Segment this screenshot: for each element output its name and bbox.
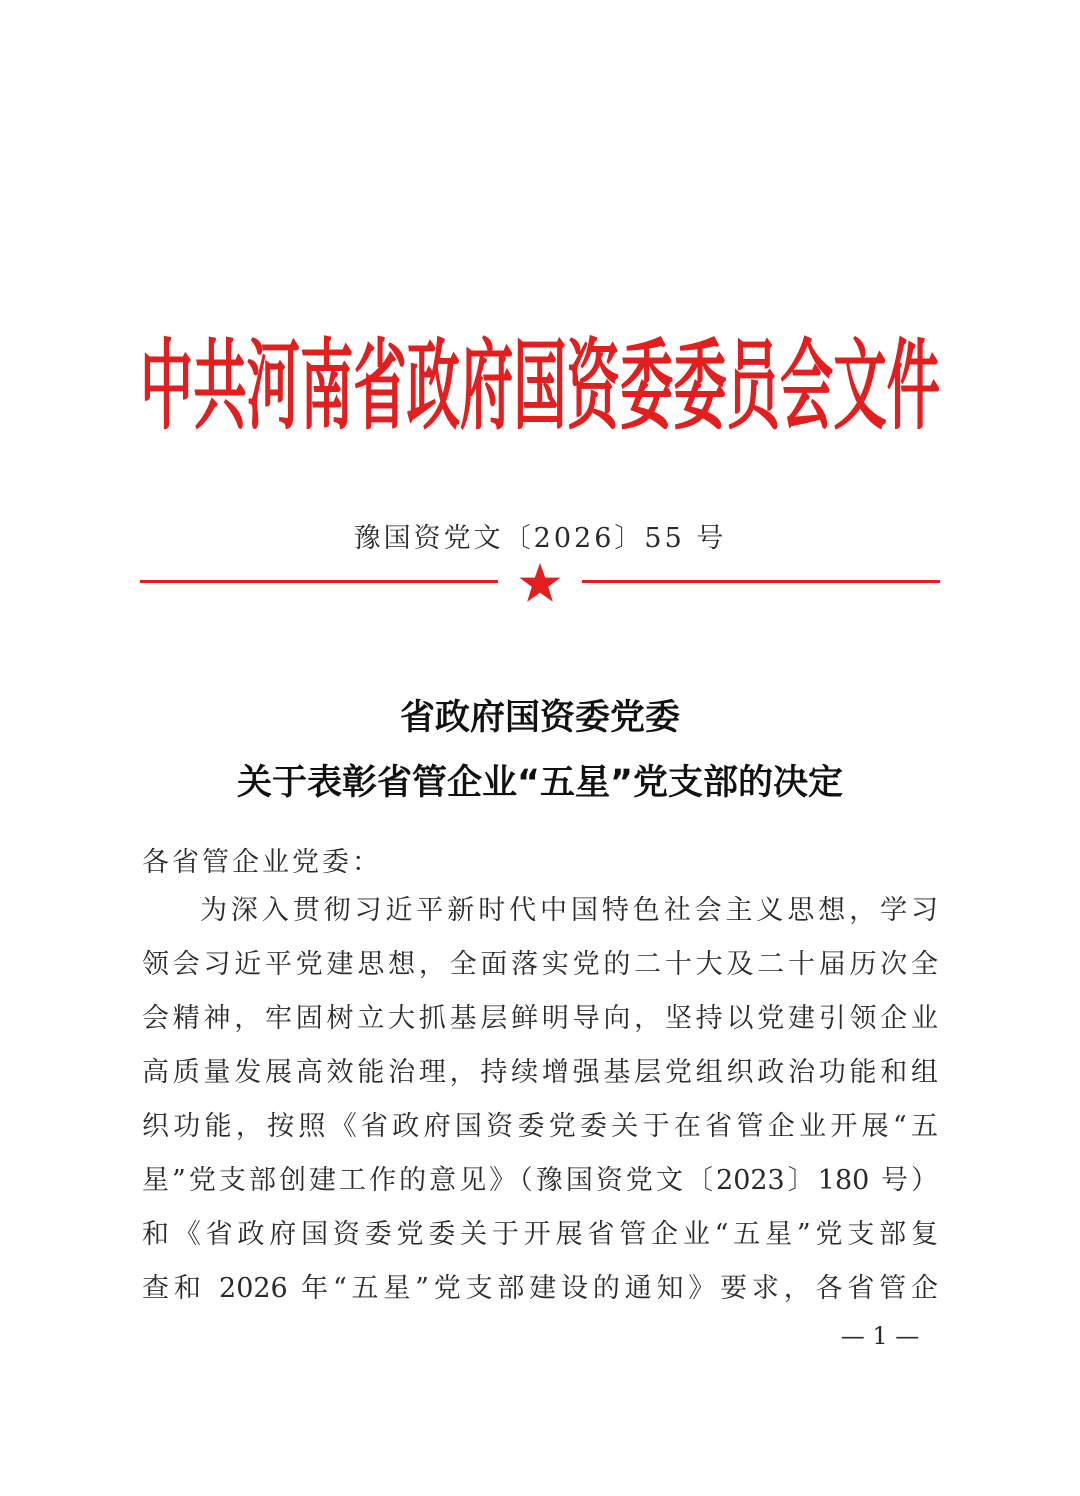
document-header-title: 中共河南省政府国资委委员会文件: [140, 330, 940, 444]
document-title-line-2: 关于表彰省管企业“五星”党支部的决定: [236, 763, 843, 803]
page-number: — 1 —: [840, 1322, 920, 1350]
body-line: 高质量发展高效能治理，持续增强基层党组织政治功能和组: [142, 1057, 938, 1088]
red-star-icon: [518, 562, 562, 604]
document-number: 豫国资党文〔2026〕55 号: [353, 523, 727, 554]
salutation: 各省管企业党委：: [142, 847, 382, 878]
body-line: 织功能，按照《省政府国资委党委关于在省管企业开展“五: [142, 1111, 938, 1142]
body-line: 会精神，牢固树立大抓基层鲜明导向，坚持以党建引领企业: [142, 1003, 938, 1034]
body-line: 领会习近平党建思想，全面落实党的二十大及二十届历次全: [142, 949, 938, 980]
body-line: 和《省政府国资委党委关于开展省管企业“五星”党支部复: [142, 1219, 938, 1250]
red-divider-left: [140, 580, 498, 583]
document-title-line-1: 省政府国资委党委: [399, 698, 680, 738]
body-line: 查和 2026 年“五星”党支部建设的通知》要求，各省管企: [142, 1273, 938, 1304]
body-line: 星”党支部创建工作的意见》（豫国资党文〔2023〕180 号）: [142, 1165, 938, 1196]
red-divider-right: [582, 580, 940, 583]
body-line: 为深入贯彻习近平新时代中国特色社会主义思想，学习: [200, 895, 938, 926]
document-header: [140, 318, 940, 458]
